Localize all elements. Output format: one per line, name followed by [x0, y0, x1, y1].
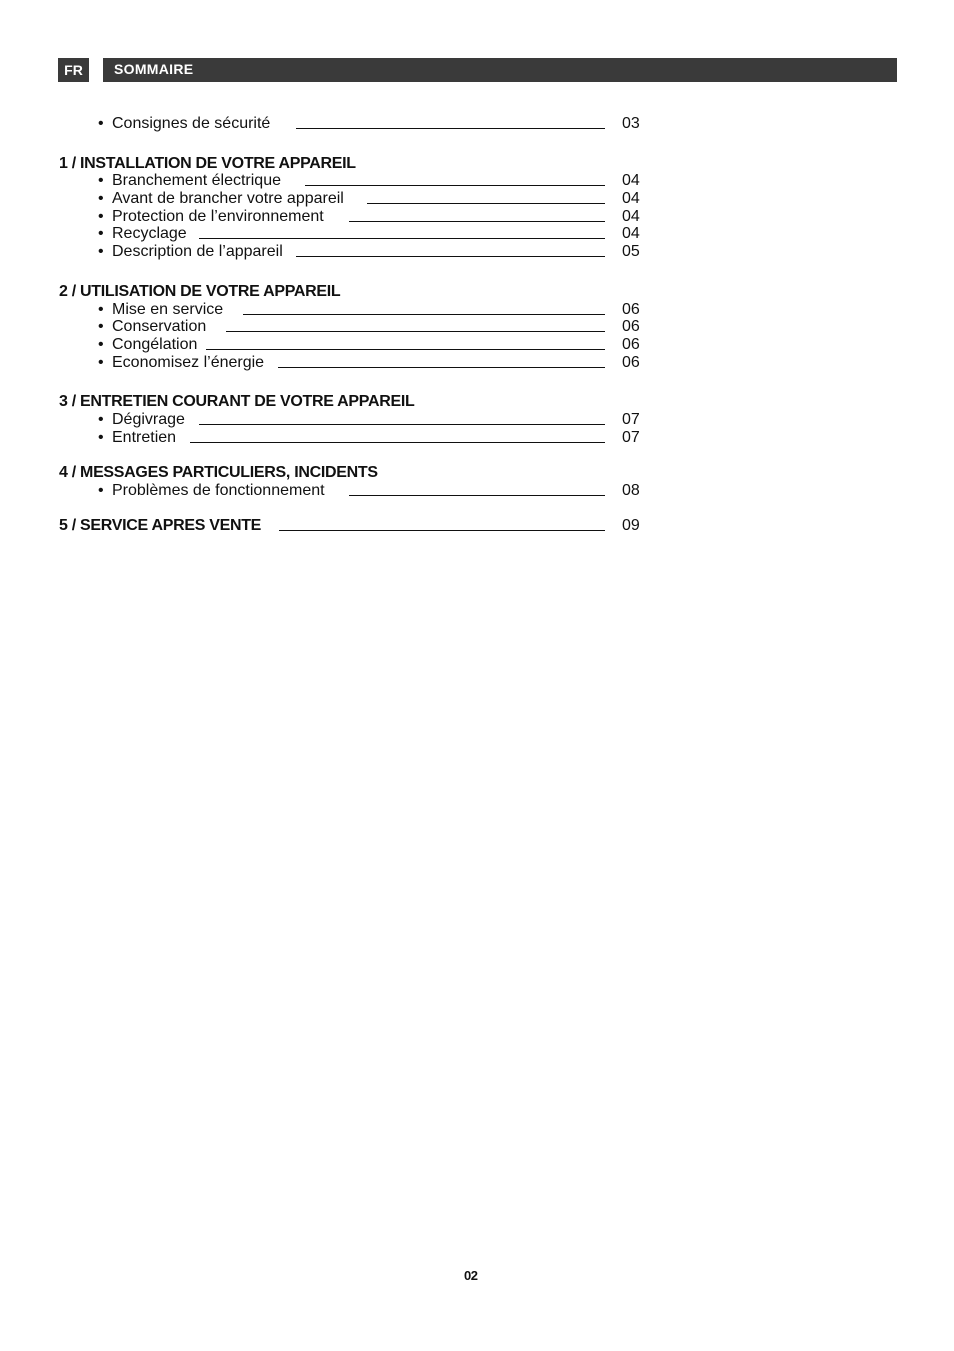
- dot-leader: [199, 238, 605, 239]
- bullet: •: [98, 429, 104, 446]
- bullet: •: [98, 115, 104, 132]
- toc-entry[interactable]: [0, 429, 954, 447]
- toc-entry[interactable]: [0, 225, 954, 243]
- toc-entry-label: Description de l’appareil: [112, 243, 283, 260]
- toc-entry-page: 06: [622, 301, 640, 318]
- toc-entry[interactable]: [0, 336, 954, 354]
- toc-entry-page: 08: [622, 482, 640, 499]
- toc-entry[interactable]: [0, 318, 954, 336]
- toc-entry-label: Economisez l’énergie: [112, 354, 265, 371]
- toc-entry-label: Consignes de sécurité: [112, 115, 278, 133]
- toc-entry[interactable]: [0, 243, 954, 261]
- dot-leader: [226, 331, 605, 332]
- bullet: •: [98, 411, 104, 428]
- page-number: 02: [464, 1268, 478, 1283]
- toc-entry-page: 04: [622, 172, 640, 189]
- toc-entry-label: Problèmes de fonctionnement: [112, 482, 333, 500]
- toc-entry[interactable]: [0, 301, 954, 319]
- toc-entry-label: Congélation: [112, 336, 198, 353]
- bullet: •: [98, 208, 104, 225]
- bullet: •: [98, 172, 104, 189]
- toc-entry-label: Protection de l’environnement: [112, 208, 332, 226]
- toc-entry-page: 03: [622, 115, 640, 132]
- dot-leader: [367, 203, 605, 204]
- language-badge: FR: [58, 58, 89, 82]
- toc-entry-label: Mise en service: [112, 301, 231, 319]
- dot-leader: [206, 349, 605, 350]
- dot-leader: [279, 530, 605, 531]
- section-heading-entretien[interactable]: 3 / ENTRETIEN COURANT DE VOTRE APPAREIL: [59, 393, 415, 410]
- toc-entry-page: 04: [622, 190, 640, 207]
- dot-leader: [190, 442, 605, 443]
- toc-entry[interactable]: [0, 482, 954, 500]
- bullet: •: [98, 225, 104, 242]
- toc-entry-label: Branchement électrique: [112, 172, 289, 190]
- toc-entry-page: 06: [622, 318, 640, 335]
- dot-leader: [349, 495, 605, 496]
- bullet: •: [98, 336, 104, 353]
- dot-leader: [278, 367, 605, 368]
- toc-entry-label: Entretien: [112, 429, 184, 447]
- toc-entry-page: 05: [622, 243, 640, 260]
- section-heading-service: 5 / SERVICE APRES VENTE: [59, 517, 267, 535]
- toc-entry-label: Recyclage: [112, 225, 187, 242]
- bullet: •: [98, 354, 104, 371]
- toc-entry-page: 09: [622, 517, 640, 534]
- toc-entry[interactable]: [0, 354, 954, 372]
- dot-leader: [305, 185, 605, 186]
- toc-entry-label: Conservation: [112, 318, 214, 336]
- toc-entry[interactable]: [0, 190, 954, 208]
- toc-entry-page: 06: [622, 354, 640, 371]
- dot-leader: [349, 221, 605, 222]
- section-heading-installation[interactable]: 1 / INSTALLATION DE VOTRE APPAREIL: [59, 155, 356, 172]
- toc-entry-page: 07: [622, 429, 640, 446]
- bullet: •: [98, 243, 104, 260]
- dot-leader: [296, 128, 605, 129]
- toc-entry-page: 04: [622, 208, 640, 225]
- section-heading-messages[interactable]: 4 / MESSAGES PARTICULIERS, INCIDENTS: [59, 464, 378, 481]
- bullet: •: [98, 318, 104, 335]
- toc-entry-service[interactable]: [0, 517, 954, 535]
- toc-entry[interactable]: [0, 411, 954, 429]
- toc-entry-page: 07: [622, 411, 640, 428]
- bullet: •: [98, 301, 104, 318]
- toc-entry[interactable]: [0, 208, 954, 226]
- toc-entry-safety[interactable]: [0, 115, 954, 133]
- dot-leader: [296, 256, 605, 257]
- section-heading-utilisation[interactable]: 2 / UTILISATION DE VOTRE APPAREIL: [59, 283, 341, 300]
- toc-entry-page: 04: [622, 225, 640, 242]
- toc-entry-label: Avant de brancher votre appareil: [112, 190, 352, 208]
- toc-entry-label: Dégivrage: [112, 411, 193, 429]
- bullet: •: [98, 482, 104, 499]
- toc-entry[interactable]: [0, 172, 954, 190]
- toc-entry-page: 06: [622, 336, 640, 353]
- dot-leader: [243, 314, 605, 315]
- dot-leader: [199, 424, 605, 425]
- page-title: SOMMAIRE: [103, 58, 897, 82]
- bullet: •: [98, 190, 104, 207]
